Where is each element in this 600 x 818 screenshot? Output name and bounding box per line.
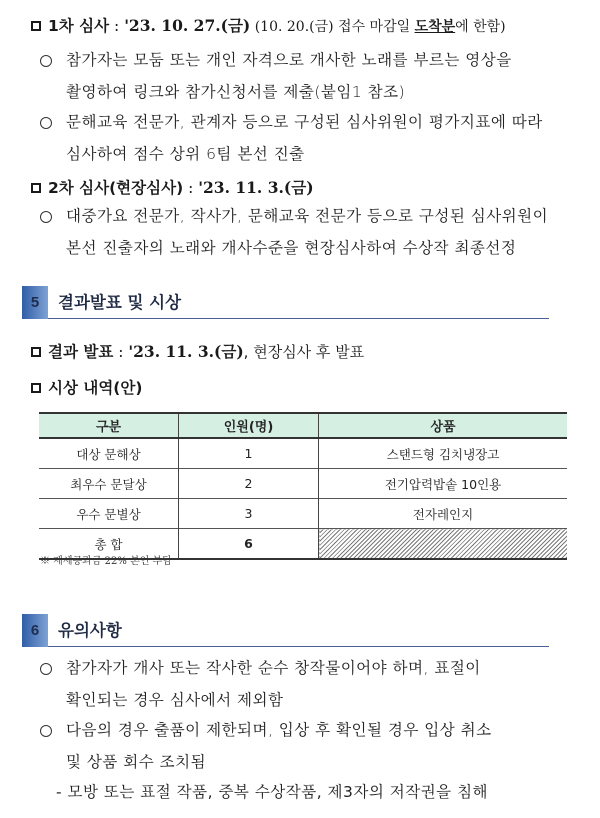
cell-prize: 전기압력밥솥 10인용 bbox=[384, 476, 502, 492]
cell-count: 2 bbox=[179, 469, 319, 499]
results-heading bbox=[31, 340, 364, 362]
bullet-line: 참가자가 개사 또는 작사한 순수 창작물이어야 하며, 표절이 bbox=[66, 659, 481, 677]
results-post: , 현장심사 후 발표 bbox=[243, 343, 365, 361]
square-bullet-icon bbox=[31, 383, 41, 393]
bullet-line: 확인되는 경우 심사에서 제외함 bbox=[66, 691, 284, 709]
column-header-prize: 상품 bbox=[319, 413, 568, 438]
square-bullet-icon bbox=[31, 183, 41, 193]
cell-count: 3 bbox=[179, 499, 319, 529]
bullet-line: 대중가요 전문가, 작사가, 문해교육 전문가 등으로 구성된 심사위원이 bbox=[66, 207, 549, 225]
section-title: 유의사항 bbox=[58, 621, 122, 640]
review2-bullet-1 bbox=[40, 200, 570, 264]
section-rule bbox=[48, 646, 549, 647]
table-row bbox=[39, 469, 567, 499]
section-6-header bbox=[22, 614, 549, 647]
bullet-line: 문해교육 전문가, 관계자 등으로 구성된 심사위원이 평가지표에 따라 bbox=[66, 113, 543, 131]
bullet-line: 본선 진출자의 노래와 개사수준을 현장심사하여 수상작 최종선정 bbox=[66, 239, 517, 257]
cell-total-label: 총 합 bbox=[39, 529, 179, 560]
review2-date: '23. 11. 3.(금) bbox=[198, 178, 314, 197]
circle-bullet-icon bbox=[40, 725, 52, 737]
review1-note-post: 에 한함) bbox=[455, 19, 506, 35]
review2-heading bbox=[31, 176, 314, 198]
notice-bullet-1 bbox=[40, 652, 570, 716]
cell-category: 우수 문별상 bbox=[39, 499, 179, 529]
separator: : bbox=[109, 17, 125, 35]
notice-dash-item: - 모방 또는 표절 작품, 중복 수상작품, 제3자의 저작권을 침해 bbox=[56, 783, 489, 801]
awards-table bbox=[39, 412, 567, 560]
review1-heading bbox=[31, 14, 506, 36]
section-5-header bbox=[22, 286, 549, 319]
table-row bbox=[39, 438, 567, 469]
cell-count: 1 bbox=[179, 438, 319, 469]
circle-bullet-icon bbox=[40, 55, 52, 67]
circle-bullet-icon bbox=[40, 117, 52, 129]
table-header-row bbox=[39, 413, 567, 438]
cell-prize: 스탠드형 김치냉장고 bbox=[386, 446, 500, 462]
tax-note: ※ 제세공과금 22% 본인 부담 bbox=[40, 556, 172, 567]
review1-note-underlined: 도착분 bbox=[414, 19, 456, 35]
circle-bullet-icon bbox=[40, 663, 52, 675]
review1-note-pre: (10. 20.(금) 접수 마감일 bbox=[250, 19, 415, 35]
separator: : bbox=[183, 179, 199, 197]
section-number: 6 bbox=[30, 622, 40, 639]
section-rule bbox=[48, 318, 549, 319]
review1-bullet-1 bbox=[40, 44, 570, 108]
square-bullet-icon bbox=[31, 21, 41, 31]
awards-label: 시상 내역(안) bbox=[48, 379, 143, 397]
section-number: 5 bbox=[30, 294, 40, 311]
section-number-badge bbox=[22, 614, 48, 647]
bullet-line: 심사하여 점수 상위 6팀 본선 진출 bbox=[66, 145, 305, 163]
column-header-category: 구분 bbox=[39, 413, 179, 438]
section-number-badge bbox=[22, 286, 48, 319]
results-label: 결과 발표 bbox=[48, 343, 114, 361]
bullet-line: 다음의 경우 출품이 제한되며, 입상 후 확인될 경우 입상 취소 bbox=[66, 721, 492, 739]
notice-bullet-2 bbox=[40, 714, 570, 778]
review2-label: 2차 심사(현장심사) bbox=[48, 179, 184, 197]
review1-bullet-2 bbox=[40, 106, 570, 170]
cell-category: 최우수 문달상 bbox=[39, 469, 179, 499]
table-row bbox=[39, 499, 567, 529]
awards-heading bbox=[31, 376, 142, 398]
cell-total-count: 6 bbox=[179, 529, 319, 560]
column-header-count: 인원(명) bbox=[179, 413, 319, 438]
cell-category: 대상 문해상 bbox=[39, 438, 179, 469]
review1-label: 1차 심사 bbox=[48, 17, 110, 35]
section-title: 결과발표 및 시상 bbox=[58, 293, 182, 312]
cell-prize: 전자레인지 bbox=[412, 506, 474, 522]
circle-bullet-icon bbox=[40, 211, 52, 223]
results-date: '23. 11. 3.(금) bbox=[128, 342, 244, 361]
bullet-line: 촬영하여 링크와 참가신청서를 제출(붙임1 참조) bbox=[66, 83, 406, 101]
cell-hatched-empty bbox=[319, 529, 568, 560]
separator: : bbox=[113, 343, 129, 361]
bullet-line: 및 상품 회수 조치됨 bbox=[66, 753, 207, 771]
square-bullet-icon bbox=[31, 347, 41, 357]
bullet-line: 참가자는 모둠 또는 개인 자격으로 개사한 노래를 부르는 영상을 bbox=[66, 51, 512, 69]
review1-date: '23. 10. 27.(금) bbox=[124, 16, 251, 35]
